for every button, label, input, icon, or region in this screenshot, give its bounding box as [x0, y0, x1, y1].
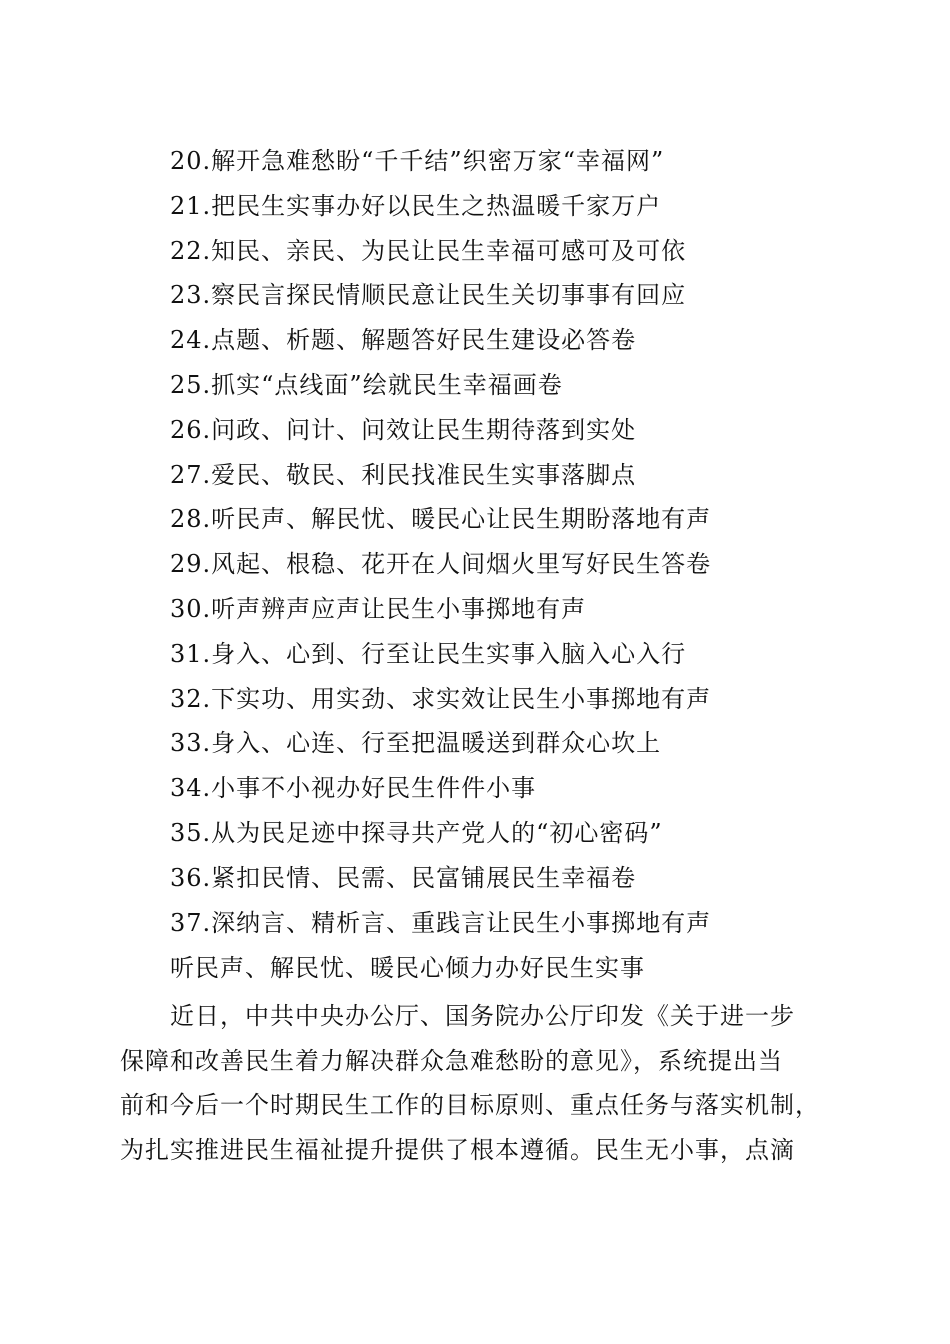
list-item: 34.小事不小视办好民生件件小事: [170, 774, 537, 803]
list-item: 37.深纳言、精析言、重践言让民生小事掷地有声: [170, 908, 712, 937]
list-item: 21.把民生实事办好以民生之热温暖千家万户: [170, 191, 662, 220]
list-item: 35.从为民足迹中探寻共产党人的“初心密码”: [170, 818, 663, 847]
paragraph-line: 为扎实推进民生福祉提升提供了根本遵循。民生无小事，点滴: [120, 1135, 795, 1164]
list-item: 23.察民言探民情顺民意让民生关切事事有回应: [170, 281, 687, 310]
list-item: 30.听声辨声应声让民生小事掷地有声: [170, 594, 587, 623]
list-item: 25.抓实“点线面”绘就民生幸福画卷: [170, 370, 563, 399]
list-item: 22.知民、亲民、为民让民生幸福可感可及可依: [170, 236, 687, 265]
paragraph-line: 保障和改善民生着力解决群众急难愁盼的意见》，系统提出当: [120, 1046, 783, 1075]
list-item: 24.点题、析题、解题答好民生建设必答卷: [170, 326, 637, 355]
title-list: [170, 143, 870, 949]
list-item: 36.紧扣民情、民需、民富铺展民生幸福卷: [170, 863, 637, 892]
section-heading: 听民声、解民忧、暖民心倾力办好民生实事: [170, 954, 645, 982]
list-item: 26.问政、问计、问效让民生期待落到实处: [170, 415, 637, 444]
list-item: 28.听民声、解民忧、暖民心让民生期盼落地有声: [170, 505, 712, 534]
list-item: 31.身入、心到、行至让民生实事入脑入心入行: [170, 639, 687, 668]
paragraph-line: 前和今后一个时期民生工作的目标原则、重点任务与落实机制，: [120, 1091, 820, 1119]
list-item: 33.身入、心连、行至把温暖送到群众心坎上: [170, 729, 662, 758]
list-item: 29.风起、根稳、花开在人间烟火里写好民生答卷: [170, 550, 712, 579]
list-item: 27.爱民、敬民、利民找准民生实事落脚点: [170, 460, 637, 489]
paragraph-line: 近日，中共中央办公厅、国务院办公厅印发《关于进一步: [170, 1002, 795, 1030]
list-item: 32.下实功、用实劲、求实效让民生小事掷地有声: [170, 684, 712, 713]
body-paragraph: [120, 994, 840, 1172]
list-item: 20.解开急难愁盼“千千结”织密万家“幸福网”: [170, 147, 665, 175]
